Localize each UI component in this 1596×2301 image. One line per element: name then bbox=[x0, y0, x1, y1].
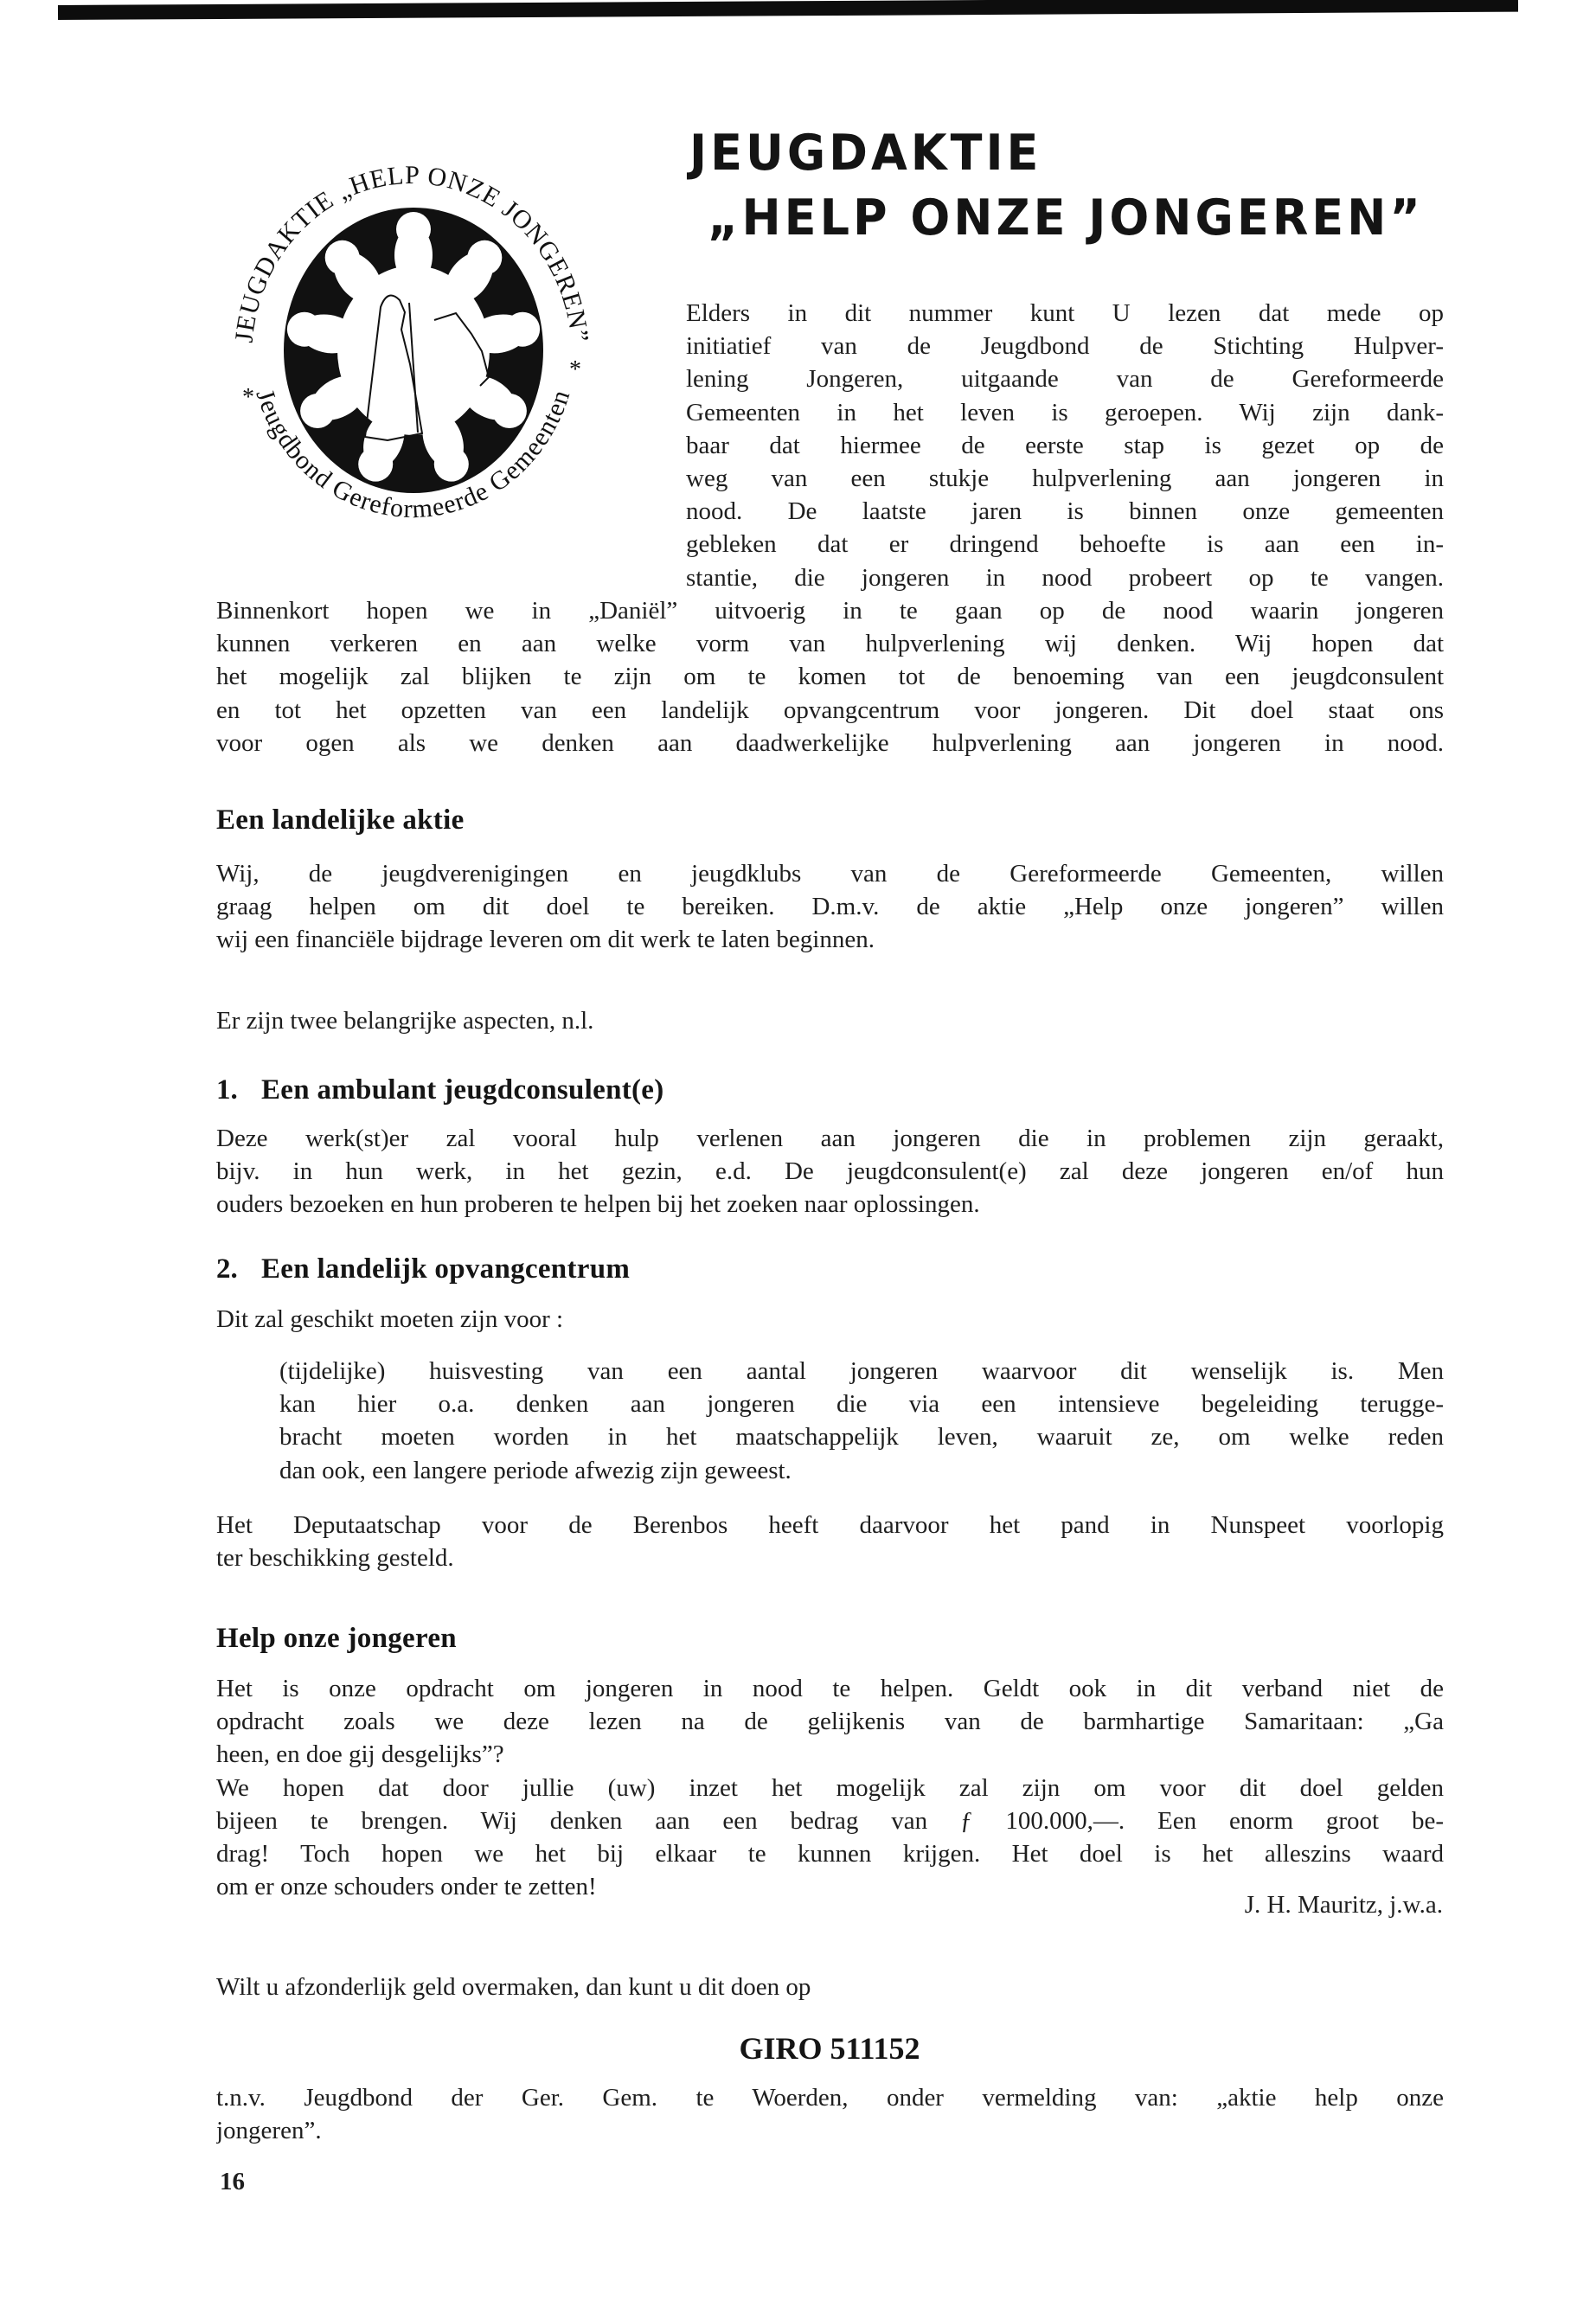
text-line: ter beschikking gesteld. bbox=[216, 1544, 454, 1573]
text-line: baar dat hiermee de eerste stap is gezet op de bbox=[686, 431, 1444, 459]
text-line: opdracht zoals we deze lezen na de gelijkenis van de barmhartige Samaritaan: „Ga bbox=[216, 1708, 1444, 1736]
text-line: (tijdelijke) huisvesting van een aantal jongeren waarvoor dit wenselijk is. Men bbox=[279, 1357, 1444, 1385]
donation-intro: Wilt u afzonderlijk geld overmaken, dan kunt u dit doen op bbox=[216, 1973, 811, 2001]
text-line: We hopen dat door jullie (uw) inzet het mogelijk zal zijn om voor dit doel gelden bbox=[216, 1773, 1444, 1802]
logo-top-text: JEUGDAKTIE „HELP ONZE JONGEREN” bbox=[229, 161, 594, 344]
giro-number: GIRO 511152 bbox=[739, 2031, 920, 2066]
aspect1-heading: Een ambulant jeugdconsulent(e) bbox=[261, 1074, 664, 1106]
page-title-line1: JEUGDAKTIE bbox=[689, 124, 1042, 182]
aspect1-number: 1. bbox=[216, 1074, 238, 1106]
aspect2-closing-paragraph bbox=[216, 1509, 1444, 1574]
text-line: bijeen te brengen. Wij denken aan een bedrag van ƒ 100.000,—. Een enorm groot be- bbox=[216, 1806, 1444, 1835]
section-heading-help-onze-jongeren: Help onze jongeren bbox=[216, 1623, 457, 1654]
page-number: 16 bbox=[220, 2168, 245, 2195]
logo-bottom-text: Jeugdbond Gereformeerde Gemeenten bbox=[250, 386, 576, 524]
text-line: gebleken dat er dringend behoefte is aan een in- bbox=[686, 530, 1444, 559]
text-line: Gemeenten in het leven is geroepen. Wij zijn dank- bbox=[686, 398, 1444, 426]
text-line: bracht moeten worden in het maatschappelijk leven, waaruit ze, om welke reden bbox=[279, 1423, 1444, 1452]
logo-figure-body bbox=[394, 226, 433, 285]
logo-star-right: * bbox=[569, 356, 581, 383]
signature: J. H. Mauritz, j.w.a. bbox=[1244, 1891, 1443, 1919]
text-line: weg van een stukje hulpverlening aan jongeren in bbox=[686, 464, 1444, 492]
text-line: Het Deputaatschap voor de Berenbos heeft daarvoor het pand in Nunspeet voorlopig bbox=[216, 1511, 1444, 1539]
aspect1-paragraph bbox=[216, 1122, 1444, 1221]
text-line: stantie, die jongeren in nood probeert op te vangen. bbox=[686, 563, 1444, 592]
text-line: heen, en doe gij desgelijks”? bbox=[216, 1740, 504, 1769]
text-line: graag helpen om dit doel te bereiken. D.m.v. de aktie „Help onze jongeren” willen bbox=[216, 893, 1444, 921]
text-line: ouders bezoeken en hun proberen te helpen bij het zoeken naar oplossingen. bbox=[216, 1190, 980, 1219]
text-line: nood. De laatste jaren is binnen onze gemeenten bbox=[686, 497, 1444, 526]
text-line: Het is onze opdracht om jongeren in nood te helpen. Geldt ook in dit verband niet de bbox=[216, 1675, 1444, 1702]
text-line: bijv. in hun werk, in het gezin, e.d. De jeugdconsulent(e) zal deze jongeren en/of hun bbox=[216, 1157, 1444, 1186]
text-line: dan ook, een langere periode afwezig zijn geweest. bbox=[279, 1456, 792, 1484]
text-line: Elders in dit nummer kunt U lezen dat mede op bbox=[686, 299, 1444, 327]
text-line: lening Jongeren, uitgaande van de Gereformeerde bbox=[686, 365, 1444, 394]
text-line: kunnen verkeren en aan welke vorm van hulpverlening wij denken. Wij hopen dat bbox=[216, 630, 1444, 658]
text-line: kan hier o.a. denken aan jongeren die via een intensieve begeleiding terugge- bbox=[279, 1390, 1444, 1419]
section-heading-landelijke-aktie: Een landelijke aktie bbox=[216, 804, 465, 836]
text-line: voor ogen als we denken aan daadwerkelijke hulpverlening aan jongeren in nood. bbox=[216, 728, 1444, 757]
text-line: initiatief van de Jeugdbond de Stichting Hulpver- bbox=[686, 332, 1444, 361]
header-rule bbox=[58, 0, 1518, 20]
aspect2-heading: Een landelijk opvangcentrum bbox=[261, 1253, 631, 1285]
text-line: Binnenkort hopen we in „Daniël” uitvoerig in te gaan op de nood waarin jongeren bbox=[216, 597, 1444, 625]
help-paragraph bbox=[216, 1672, 1444, 1903]
page-title-line2: „HELP ONZE JONGEREN” bbox=[708, 189, 1424, 247]
text-line: en tot het opzetten van een landelijk opvangcentrum voor jongeren. Dit doel staat ons bbox=[216, 695, 1444, 724]
landelijke-aktie-paragraph bbox=[216, 857, 1444, 957]
donation-paragraph bbox=[216, 2081, 1444, 2147]
text-line: Deze werk(st)er zal vooral hulp verlenen aan jongeren die in problemen zijn geraakt, bbox=[216, 1125, 1444, 1152]
aspect2-number: 2. bbox=[216, 1253, 238, 1285]
aspects-intro: Er zijn twee belangrijke aspecten, n.l. bbox=[216, 1007, 594, 1035]
intro-paragraph bbox=[686, 297, 1444, 594]
text-line: wij een financiële bijdrage leveren om dit werk te laten beginnen. bbox=[216, 926, 875, 954]
aspect2-indented-paragraph bbox=[279, 1355, 1444, 1487]
jeugdaktie-logo bbox=[208, 130, 614, 562]
text-line: het mogelijk zal blijken te zijn om te komen tot de benoeming van een jeugdconsulent bbox=[216, 663, 1444, 691]
intro-continued-paragraph bbox=[216, 594, 1444, 760]
text-line: om er onze schouders onder te zetten! bbox=[216, 1873, 597, 1901]
aspect2-intro: Dit zal geschikt moeten zijn voor : bbox=[216, 1305, 564, 1333]
text-line: t.n.v. Jeugdbond der Ger. Gem. te Woerden, onder vermelding van: „aktie help onze bbox=[216, 2084, 1444, 2112]
logo-star-left: * bbox=[242, 384, 254, 411]
text-line: drag! Toch hopen we het bij elkaar te kunnen krijgen. Het doel is het alleszins waard bbox=[216, 1839, 1444, 1868]
text-line: jongeren”. bbox=[216, 2117, 322, 2145]
text-line: Wij, de jeugdverenigingen en jeugdklubs van de Gereformeerde Gemeenten, willen bbox=[216, 860, 1444, 888]
